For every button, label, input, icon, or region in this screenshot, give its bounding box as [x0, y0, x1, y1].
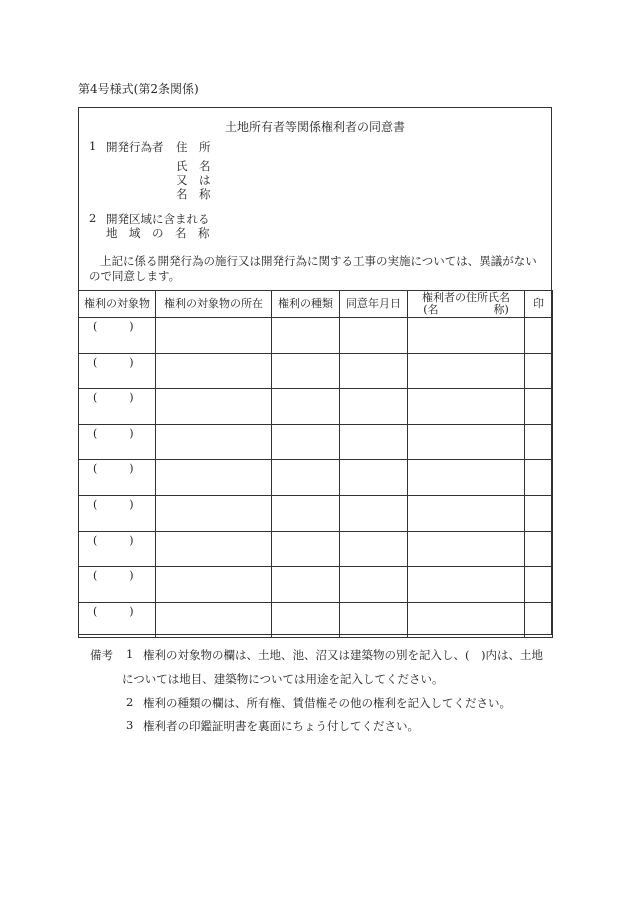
cell-rights-object[interactable]	[79, 424, 156, 460]
header-consent-date: 同意年月日	[340, 291, 408, 318]
paren-open: (	[93, 497, 98, 511]
section1-name-label-line1: 氏 名	[176, 159, 211, 173]
section2-label-line1: 開発区域に含まれる	[106, 212, 210, 226]
cell-holder-address-name[interactable]	[408, 567, 525, 603]
paren-close: )	[129, 355, 134, 369]
cell-rights-type[interactable]	[272, 495, 340, 531]
paren-open: (	[93, 391, 98, 405]
cell-seal[interactable]	[525, 602, 553, 638]
object-use-parentheses	[79, 460, 155, 475]
paren-close: )	[129, 569, 134, 583]
notes-heading: 備考	[90, 648, 113, 662]
cell-seal[interactable]	[525, 460, 553, 496]
cell-object-location[interactable]	[156, 318, 272, 354]
table-row	[79, 460, 553, 496]
paren-close: )	[129, 391, 134, 405]
paren-open: (	[93, 320, 98, 333]
paren-open: (	[93, 569, 98, 583]
cell-rights-object[interactable]	[79, 318, 156, 354]
cell-holder-address-name[interactable]	[408, 353, 525, 389]
paren-open: (	[93, 533, 98, 547]
object-use-parentheses	[79, 496, 155, 511]
cell-holder-address-name[interactable]	[408, 424, 525, 460]
cell-holder-address-name[interactable]	[408, 389, 525, 425]
cell-holder-address-name[interactable]	[408, 318, 525, 354]
note-1-text-line2: については地目、建築物については用途を記入してください。	[122, 672, 444, 686]
header-seal: 印	[525, 291, 553, 318]
cell-consent-date[interactable]	[340, 495, 408, 531]
cell-object-location[interactable]	[156, 567, 272, 603]
form-number: 第4号様式(第2条関係)	[78, 82, 199, 96]
cell-holder-address-name[interactable]	[408, 460, 525, 496]
table-row	[79, 531, 553, 567]
note-2-text: 権利の種類の欄は、所有権、賃借権その他の権利を記入してください。	[143, 696, 511, 710]
cell-seal[interactable]	[525, 353, 553, 389]
object-use-parentheses	[79, 425, 155, 440]
header-rights-type: 権利の種類	[272, 291, 340, 318]
cell-holder-address-name[interactable]	[408, 531, 525, 567]
section1-number: 1	[89, 139, 97, 153]
cell-object-location[interactable]	[156, 424, 272, 460]
header-rights-object: 権利の対象物	[79, 291, 156, 318]
cell-seal[interactable]	[525, 424, 553, 460]
paren-open: (	[93, 462, 98, 476]
paren-close: )	[129, 497, 134, 511]
cell-consent-date[interactable]	[340, 424, 408, 460]
paren-open: (	[93, 355, 98, 369]
object-use-parentheses	[79, 532, 155, 547]
cell-seal[interactable]	[525, 318, 553, 354]
cell-rights-type[interactable]	[272, 460, 340, 496]
cell-object-location[interactable]	[156, 353, 272, 389]
cell-seal[interactable]	[525, 389, 553, 425]
paren-open: (	[93, 426, 98, 440]
cell-seal[interactable]	[525, 531, 553, 567]
paren-close: )	[129, 462, 134, 476]
consent-form-frame	[78, 107, 552, 635]
object-use-parentheses	[79, 389, 155, 404]
cell-rights-object[interactable]	[79, 460, 156, 496]
table-row	[79, 353, 553, 389]
cell-object-location[interactable]	[156, 460, 272, 496]
paren-close: )	[129, 604, 134, 618]
object-use-parentheses	[79, 318, 155, 333]
cell-seal[interactable]	[525, 567, 553, 603]
table-row	[79, 602, 553, 638]
cell-object-location[interactable]	[156, 602, 272, 638]
table-header-row	[79, 291, 553, 318]
table-row	[79, 495, 553, 531]
cell-rights-object[interactable]	[79, 531, 156, 567]
consent-text-line1: 上記に係る開発行為の施行又は開発行為に関する工事の実施については、異議がない	[100, 254, 537, 268]
cell-consent-date[interactable]	[340, 353, 408, 389]
cell-rights-type[interactable]	[272, 424, 340, 460]
section1-name-label-line3: 名 称	[176, 187, 211, 201]
header-holder-line2: (名 称)	[423, 303, 509, 316]
cell-rights-type[interactable]	[272, 389, 340, 425]
table-row	[79, 318, 553, 354]
note-2-number: 2	[126, 695, 134, 709]
cell-consent-date[interactable]	[340, 567, 408, 603]
rights-holders-table	[78, 290, 553, 638]
note-3-text: 権利者の印鑑証明書を裏面にちょう付してください。	[143, 719, 419, 733]
section2-label-line2: 地 域 の 名 称	[106, 226, 210, 240]
table-row	[79, 389, 553, 425]
note-3-number: 3	[126, 718, 134, 732]
table-row	[79, 567, 553, 603]
paren-open: (	[93, 604, 98, 618]
cell-seal[interactable]	[525, 495, 553, 531]
object-use-parentheses	[79, 567, 155, 582]
cell-object-location[interactable]	[156, 531, 272, 567]
note-1-number: 1	[126, 647, 134, 661]
cell-rights-object[interactable]	[79, 567, 156, 603]
table-row	[79, 424, 553, 460]
paren-close: )	[129, 533, 134, 547]
cell-holder-address-name[interactable]	[408, 495, 525, 531]
document-title: 土地所有者等関係権利者の同意書	[224, 120, 405, 134]
paren-close: )	[129, 320, 134, 333]
note-1-text-line1: 権利の対象物の欄は、土地、池、沼又は建築物の別を記入し、( )内は、土地	[143, 648, 543, 662]
cell-rights-object[interactable]	[79, 389, 156, 425]
section1-label: 開発行為者	[106, 140, 164, 154]
consent-text-line2: ので同意します。	[89, 269, 181, 283]
cell-consent-date[interactable]	[340, 460, 408, 496]
cell-rights-object[interactable]	[79, 495, 156, 531]
cell-rights-type[interactable]	[272, 602, 340, 638]
cell-holder-address-name[interactable]	[408, 602, 525, 638]
cell-rights-type[interactable]	[272, 318, 340, 354]
section1-address-label: 住 所	[176, 140, 211, 154]
header-object-location: 権利の対象物の所在	[156, 291, 272, 318]
object-use-parentheses	[79, 354, 155, 369]
paren-close: )	[129, 426, 134, 440]
cell-rights-object[interactable]	[79, 353, 156, 389]
cell-rights-object[interactable]	[79, 602, 156, 638]
object-use-parentheses	[79, 603, 155, 618]
header-holder-line1: 権利者の住所氏名	[422, 291, 510, 304]
section2-number: 2	[89, 211, 97, 225]
cell-consent-date[interactable]	[340, 531, 408, 567]
cell-rights-type[interactable]	[272, 531, 340, 567]
cell-consent-date[interactable]	[340, 602, 408, 638]
cell-rights-type[interactable]	[272, 353, 340, 389]
cell-consent-date[interactable]	[340, 318, 408, 354]
cell-object-location[interactable]	[156, 495, 272, 531]
cell-object-location[interactable]	[156, 389, 272, 425]
section1-name-label-line2: 又 は	[176, 173, 211, 187]
cell-consent-date[interactable]	[340, 389, 408, 425]
header-holder-address-name	[408, 291, 525, 318]
cell-rights-type[interactable]	[272, 567, 340, 603]
